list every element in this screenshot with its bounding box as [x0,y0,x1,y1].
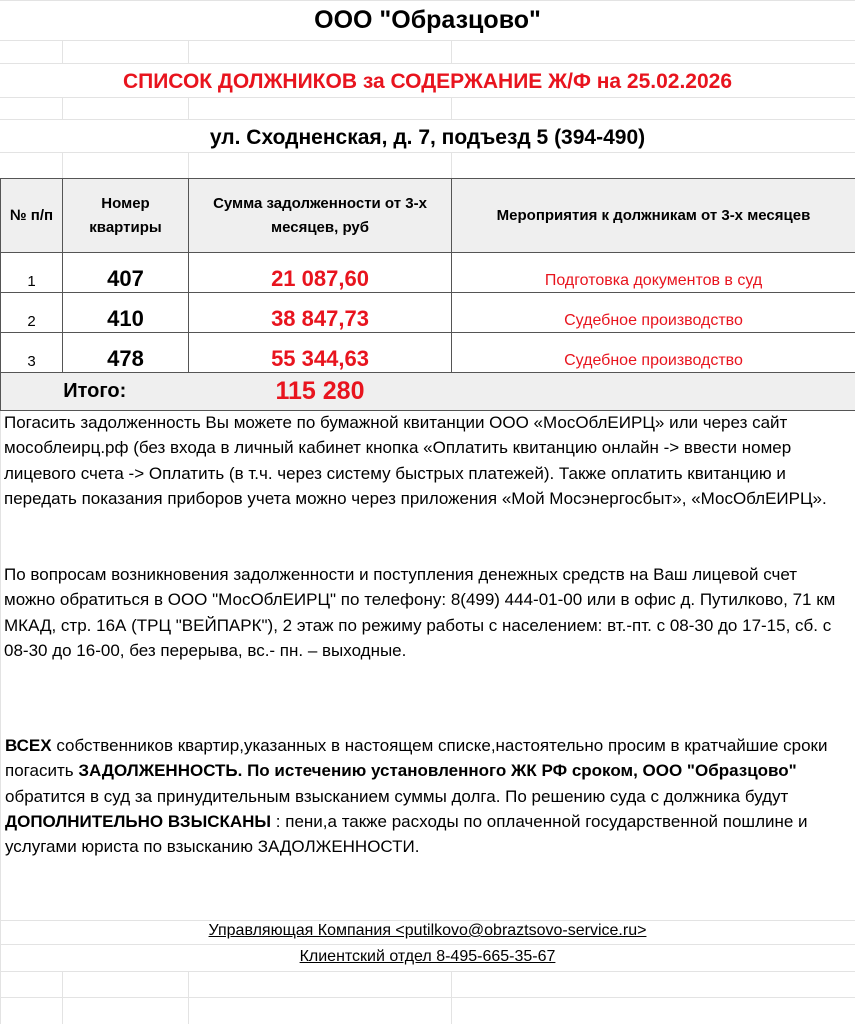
gridline [0,920,855,921]
warning-text: обратится в суд за принудительным взысканием суммы долга. По решению суда с должника будут [5,786,789,806]
table-row [1,253,855,293]
total-empty-cell [452,373,855,411]
gridline [0,971,855,972]
total-value: 115 280 [189,373,452,411]
gridline [0,944,855,945]
gridline [62,152,63,178]
warning-bold-all: ВСЕХ [5,736,52,755]
gridline [62,97,63,119]
table-row [1,293,855,333]
table-row [1,333,855,373]
gridline [0,63,855,64]
apartment-number: 410 [63,293,189,333]
gridline [0,40,855,41]
debtors-list-title: СПИСОК ДОЛЖНИКОВ за СОДЕРЖАНИЕ Ж/Ф на 25.02.2026 [122,70,733,93]
gridline [0,0,855,1]
table-header-row [1,179,855,253]
gridline [451,152,452,178]
gridline [62,971,63,1024]
gridline [188,40,189,63]
warning-text: : пени,а также расходы по оплаченной государственной пошлине и услугами юриста по взысканию ЗАДОЛЖЕННОСТИ. [5,811,808,857]
row-number: 1 [1,253,63,293]
warning-bold-debt: ЗАДОЛЖЕННОСТЬ. По истечению установленного ЖК РФ сроком, ООО "Образцово" [78,761,797,781]
column-header-amount: Сумма задолженности от 3-х месяцев, руб [189,179,452,253]
column-header-apartment: Номер квартиры [63,179,189,253]
gridline [451,971,452,1024]
warning-text: собственников квартир,указанных в настоящем списке,настоятельно просим в кратчайшие сроки погасить [5,736,828,781]
debtors-table [0,178,855,411]
organization-title: ООО "Образцово" [314,6,541,34]
payment-info-paragraph: Погасить задолженность Вы можете по бумажной квитанции ООО «МосОблЕИРЦ» или через сайт мособлеирц.рф (без входа в личный кабинет кнопка «Оплатить квитанцию онлайн -> ввести номер лицевого счета -> Оплатить (в т.ч. через систему быстрых платежей). Также оплатить квитанцию и передать показания приборов учета можно через приложения «Мой Мосэнергосбыт», «МосОблЕИРЦ». [4,413,827,508]
warning-paragraph [5,733,853,859]
debt-action: Подготовка документов в суд [452,253,855,293]
company-email-link[interactable]: Управляющая Компания <putilkovo@obraztsovo-service.ru> [208,922,647,939]
total-label: Итого: [1,373,189,411]
warning-bold-additional: ДОПОЛНИТЕЛЬНО ВЗЫСКАНЫ [5,811,272,831]
column-header-number: № п/п [1,179,63,253]
gridline [188,971,189,1024]
gridline [188,152,189,178]
apartment-number: 478 [63,333,189,373]
debt-action: Судебное производство [452,333,855,373]
gridline [0,152,855,153]
address: ул. Сходненская, д. 7, подъезд 5 (394-490) [209,126,646,149]
gridline [0,97,855,98]
debt-action: Судебное производство [452,293,855,333]
gridline [451,97,452,119]
contact-info-paragraph: По вопросам возникновения задолженности и поступления денежных средств на Ваш лицевой счет можно обратиться в ООО "МосОблЕИРЦ" по телефону: 8(499) 444-01-00 или в офис д. Путилково, 71 км МКАД, стр. 16А (ТРЦ "ВЕЙПАРК"), 2 этаж по режиму работы с населением: вт.-пт. с 08-30 до 17-15, сб. с 08-30 до 16-00, без перерыва, вс.- пн. – выходные. [4,565,836,660]
gridline [188,97,189,119]
row-number: 2 [1,293,63,333]
client-department-phone[interactable]: Клиентский отдел 8-495-665-35-67 [299,948,556,965]
debt-amount: 21 087,60 [189,253,452,293]
gridline [451,40,452,63]
gridline [0,119,855,120]
total-row [1,373,855,411]
column-header-action: Мероприятия к должникам от 3-х месяцев [452,179,855,253]
gridline [62,40,63,63]
debt-amount: 38 847,73 [189,293,452,333]
row-number: 3 [1,333,63,373]
debt-amount: 55 344,63 [189,333,452,373]
apartment-number: 407 [63,253,189,293]
gridline [0,997,855,998]
